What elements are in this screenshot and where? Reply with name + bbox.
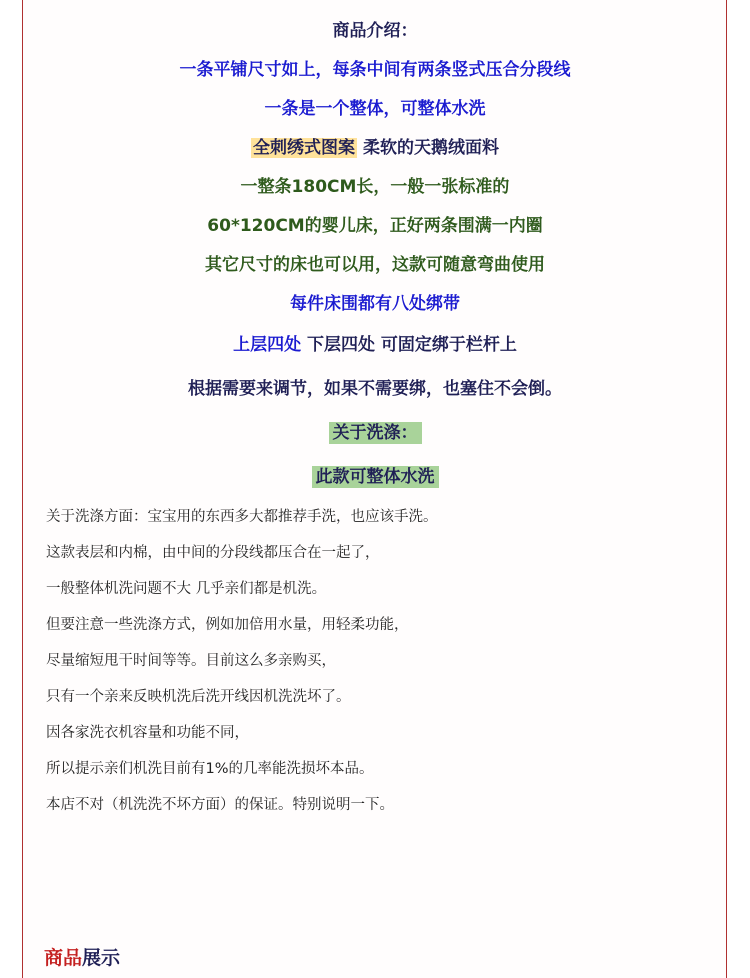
wash-paragraph: 但要注意一些洗涤方式，例如加倍用水量，用轻柔功能， — [46, 617, 409, 633]
length-line: 一整条180CM长，一般一张标准的 — [240, 177, 510, 197]
material-line — [0, 137, 750, 159]
wash-paragraph: 尽量缩短甩干时间等等。目前这么多亲购买， — [46, 653, 336, 669]
washing-heading: 关于洗涤： — [329, 422, 422, 444]
washing-heading-line — [0, 422, 750, 444]
size-description: 一条平铺尺寸如上，每条中间有两条竖式压合分段线 — [179, 60, 571, 80]
crib-line: 60*120CM的婴儿床，正好两条围满一内圈 — [207, 216, 543, 236]
lower-ties-text: 下层四处 可固定绑于栏杆上 — [307, 335, 517, 355]
adjust-line: 根据需要来调节，如果不需要绑，也塞住不会倒。 — [188, 379, 562, 399]
wash-paragraph: 一般整体机洗问题不大 几乎亲们都是机洗。 — [46, 581, 327, 597]
ties-line: 每件床围都有八处绑带 — [290, 294, 460, 314]
wash-paragraph: 所以提示亲们机洗目前有1%的几率能洗损坏本品。 — [46, 761, 374, 777]
wash-paragraph: 关于洗涤方面：宝宝用的东西多大都推荐手洗，也应该手洗。 — [46, 509, 438, 525]
wash-paragraph: 本店不对（机洗洗不坏方面）的保证。特别说明一下。 — [46, 797, 394, 813]
whole-wash-badge: 此款可整体水洗 — [312, 466, 439, 488]
whole-wash-badge-line — [0, 466, 750, 488]
embroidery-highlight: 全刺绣式图案 — [253, 138, 356, 158]
other-sizes-line: 其它尺寸的床也可以用，这款可随意弯曲使用 — [205, 255, 545, 275]
title-part-dark: 展示 — [82, 947, 121, 969]
wash-paragraph: 这款表层和内棉，由中间的分段线都压合在一起了， — [46, 545, 380, 561]
wash-paragraph: 只有一个亲来反映机洗后洗开线因机洗洗坏了。 — [46, 689, 351, 705]
tie-position-line — [0, 334, 750, 356]
title-part-red: 商品 — [44, 947, 83, 969]
wash-paragraph: 因各家洗衣机容量和功能不同， — [46, 725, 249, 741]
intro-heading: 商品介绍： — [332, 21, 418, 41]
upper-ties-text: 上层四处 — [233, 335, 302, 355]
whole-wash-line: 一条是一个整体，可整体水洗 — [264, 99, 486, 119]
fabric-text: 柔软的天鹅绒面料 — [362, 138, 499, 158]
product-display-title — [44, 943, 120, 970]
